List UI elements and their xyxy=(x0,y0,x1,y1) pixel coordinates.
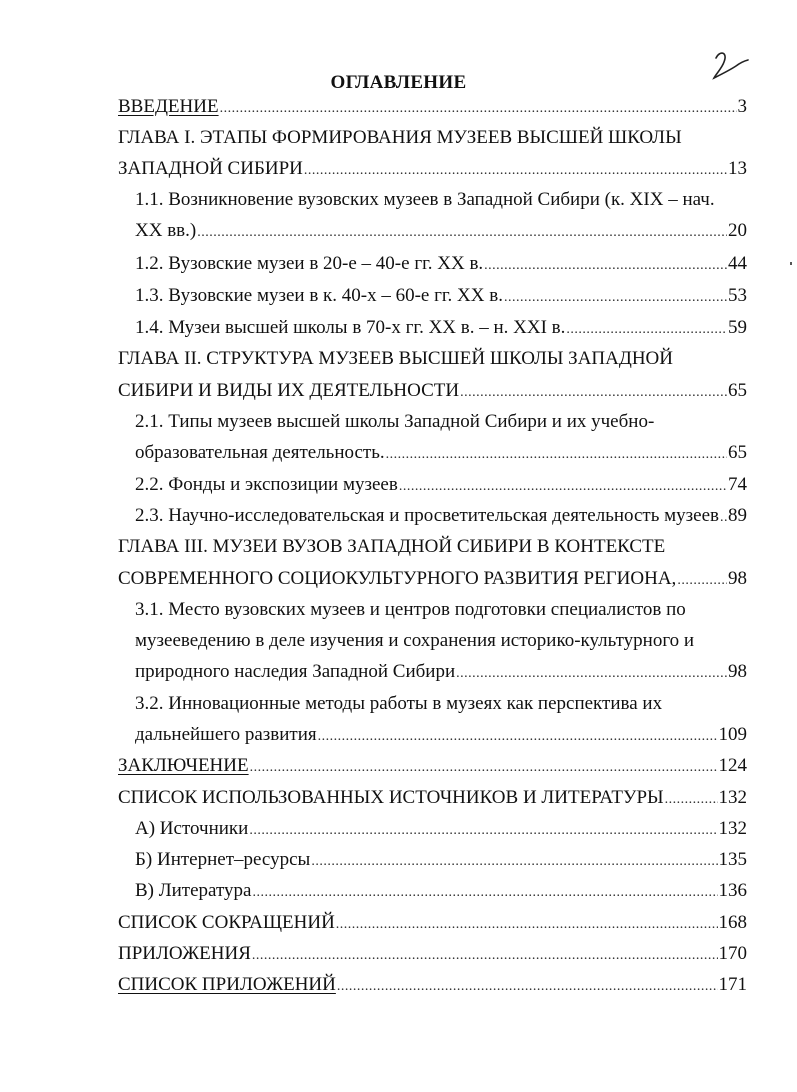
toc-page-number: 3 xyxy=(737,96,747,117)
toc-entry-ch1[interactable] xyxy=(118,123,747,153)
toc-entry-2-1[interactable] xyxy=(135,407,747,437)
dot-leader xyxy=(197,218,727,248)
dot-leader xyxy=(220,94,737,124)
dot-leader xyxy=(252,878,717,908)
toc-page-number: 136 xyxy=(718,880,747,901)
toc-entry-3-1-cont[interactable] xyxy=(135,626,747,656)
toc-entry-label: ВВЕДЕНИЕ xyxy=(118,96,219,117)
toc-entry-ch3[interactable] xyxy=(118,532,747,562)
dot-leader xyxy=(399,472,727,502)
toc-entry-label: ПРИЛОЖЕНИЯ xyxy=(118,943,251,964)
toc-page-number: 98 xyxy=(728,661,747,682)
dot-leader xyxy=(250,753,718,783)
toc-entry-1-1[interactable] xyxy=(135,185,747,215)
toc-entry-1-1-cont[interactable] xyxy=(135,216,747,246)
dot-leader xyxy=(484,251,727,281)
toc-entry-ch3-cont[interactable] xyxy=(118,564,747,594)
toc-page-number: 74 xyxy=(728,474,747,495)
toc-entry-appendices[interactable] xyxy=(118,939,747,969)
toc-page-number: 89 xyxy=(728,505,747,526)
toc-entry-label: СПИСОК СОКРАЩЕНИЙ xyxy=(118,912,335,933)
dot-leader xyxy=(677,566,727,596)
dot-leader xyxy=(304,156,727,186)
toc-page-number: 132 xyxy=(718,818,747,839)
toc-page-number: 170 xyxy=(718,943,747,964)
toc-entry-ch1-cont[interactable] xyxy=(118,154,747,184)
toc-page-number: 171 xyxy=(718,974,747,995)
dot-leader xyxy=(318,722,718,752)
dot-leader xyxy=(504,283,727,313)
toc-entry-abbreviations[interactable] xyxy=(118,908,747,938)
toc-entry-label: 3.2. Инновационные методы работы в музеях как перспектива их xyxy=(135,693,663,714)
toc-entry-3-1-cont2[interactable] xyxy=(135,657,747,687)
toc-entry-label: 1.4. Музеи высшей школы в 70-х гг. XX в. – н. XXI в. xyxy=(135,317,566,338)
dot-leader xyxy=(336,910,718,940)
toc-entry-label: СПИСОК ПРИЛОЖЕНИЙ xyxy=(118,974,336,995)
toc-entry-label: 2.2. Фонды и экспозиции музеев xyxy=(135,474,398,495)
toc-entry-label: ЗАКЛЮЧЕНИЕ xyxy=(118,755,249,776)
toc-page-number: 98 xyxy=(728,568,747,589)
toc-entry-label: 1.2. Вузовские музеи в 20-е – 40-е гг. XX в. xyxy=(135,253,484,274)
toc-entry-1-3[interactable] xyxy=(135,281,747,311)
toc-entry-zakluchenie[interactable] xyxy=(118,751,747,781)
dot-leader xyxy=(386,440,727,470)
scan-speck xyxy=(790,262,792,265)
toc-page-number: 13 xyxy=(728,158,747,179)
toc-entry-label: XX вв.) xyxy=(135,220,197,241)
toc-entry-label: В) Литература xyxy=(135,880,252,901)
toc-entry-label: СПИСОК ИСПОЛЬЗОВАННЫХ ИСТОЧНИКОВ И ЛИТЕРАТУРЫ xyxy=(118,787,664,808)
toc-entry-sources[interactable] xyxy=(118,783,747,813)
toc-entry-3-1[interactable] xyxy=(135,595,747,625)
toc-entry-ch2[interactable] xyxy=(118,344,747,374)
toc-entry-label: А) Источники xyxy=(135,818,249,839)
toc-entry-2-2[interactable] xyxy=(135,470,747,500)
dot-leader xyxy=(460,378,727,408)
toc-page-number: 65 xyxy=(728,380,747,401)
toc-entry-label: ГЛАВА I. ЭТАПЫ ФОРМИРОВАНИЯ МУЗЕЕВ ВЫСШЕЙ ШКОЛЫ xyxy=(118,127,682,148)
toc-entry-label: СИБИРИ И ВИДЫ ИХ ДЕЯТЕЛЬНОСТИ xyxy=(118,380,460,401)
toc-entry-3-2-cont[interactable] xyxy=(135,720,747,750)
toc-page-number: 53 xyxy=(728,285,747,306)
toc-entry-2-1-cont[interactable] xyxy=(135,438,747,468)
toc-entry-label: природного наследия Западной Сибири xyxy=(135,661,456,682)
toc-entry-appendix-list[interactable] xyxy=(118,970,747,1000)
toc-entry-label: Б) Интернет–ресурсы xyxy=(135,849,311,870)
toc-page-number: 20 xyxy=(728,220,747,241)
toc-entry-a[interactable] xyxy=(135,814,747,844)
toc-entry-1-2[interactable] xyxy=(135,249,747,279)
toc-page-number: 109 xyxy=(718,724,747,745)
toc-title: ОГЛАВЛЕНИЕ xyxy=(330,72,467,93)
toc-entry-ch2-cont[interactable] xyxy=(118,376,747,406)
toc-entry-label: СОВРЕМЕННОГО СОЦИОКУЛЬТУРНОГО РАЗВИТИЯ РЕГИОНА, xyxy=(118,568,677,589)
dot-leader xyxy=(720,503,727,533)
dot-leader xyxy=(566,315,727,345)
dot-leader xyxy=(311,847,717,877)
toc-entry-3-2[interactable] xyxy=(135,689,747,719)
dot-leader xyxy=(337,972,718,1002)
toc-entry-label: 2.3. Научно-исследовательская и просветительская деятельность музеев xyxy=(135,505,720,526)
toc-entry-label: 1.1. Возникновение вузовских музеев в Западной Сибири (к. XIX – нач. xyxy=(135,189,715,210)
toc-page-number: 135 xyxy=(718,849,747,870)
toc-entry-label: 3.1. Место вузовских музеев и центров подготовки специалистов по xyxy=(135,599,686,620)
toc-entry-label: ГЛАВА II. СТРУКТУРА МУЗЕЕВ ВЫСШЕЙ ШКОЛЫ ЗАПАДНОЙ xyxy=(118,348,673,369)
toc-entry-label: ЗАПАДНОЙ СИБИРИ xyxy=(118,158,303,179)
toc-page-number: 168 xyxy=(718,912,747,933)
dot-leader xyxy=(249,816,717,846)
toc-entry-label: музееведению в деле изучения и сохранения историко-культурного и xyxy=(135,630,695,651)
toc-page-number: 59 xyxy=(728,317,747,338)
toc-page-number: 124 xyxy=(718,755,747,776)
toc-entry-b[interactable] xyxy=(135,845,747,875)
dot-leader xyxy=(456,659,727,689)
toc-entry-label: ГЛАВА III. МУЗЕИ ВУЗОВ ЗАПАДНОЙ СИБИРИ В КОНТЕКСТЕ xyxy=(118,536,666,557)
toc-entry-label: дальнейшего развития xyxy=(135,724,317,745)
toc-entry-label: 1.3. Вузовские музеи в к. 40-х – 60-е гг. XX в. xyxy=(135,285,503,306)
toc-entry-vvedenie[interactable] xyxy=(118,92,747,122)
toc-entry-label: образовательная деятельность. xyxy=(135,442,385,463)
toc-page-number: 132 xyxy=(718,787,747,808)
toc-page-number: 44 xyxy=(728,253,747,274)
toc-entry-1-4[interactable] xyxy=(135,313,747,343)
toc-entry-v[interactable] xyxy=(135,876,747,906)
dot-leader xyxy=(252,941,718,971)
toc-page-number: 65 xyxy=(728,442,747,463)
toc-entry-label: 2.1. Типы музеев высшей школы Западной Сибири и их учебно- xyxy=(135,411,655,432)
dot-leader xyxy=(665,785,718,815)
toc-entry-2-3[interactable] xyxy=(135,501,747,531)
